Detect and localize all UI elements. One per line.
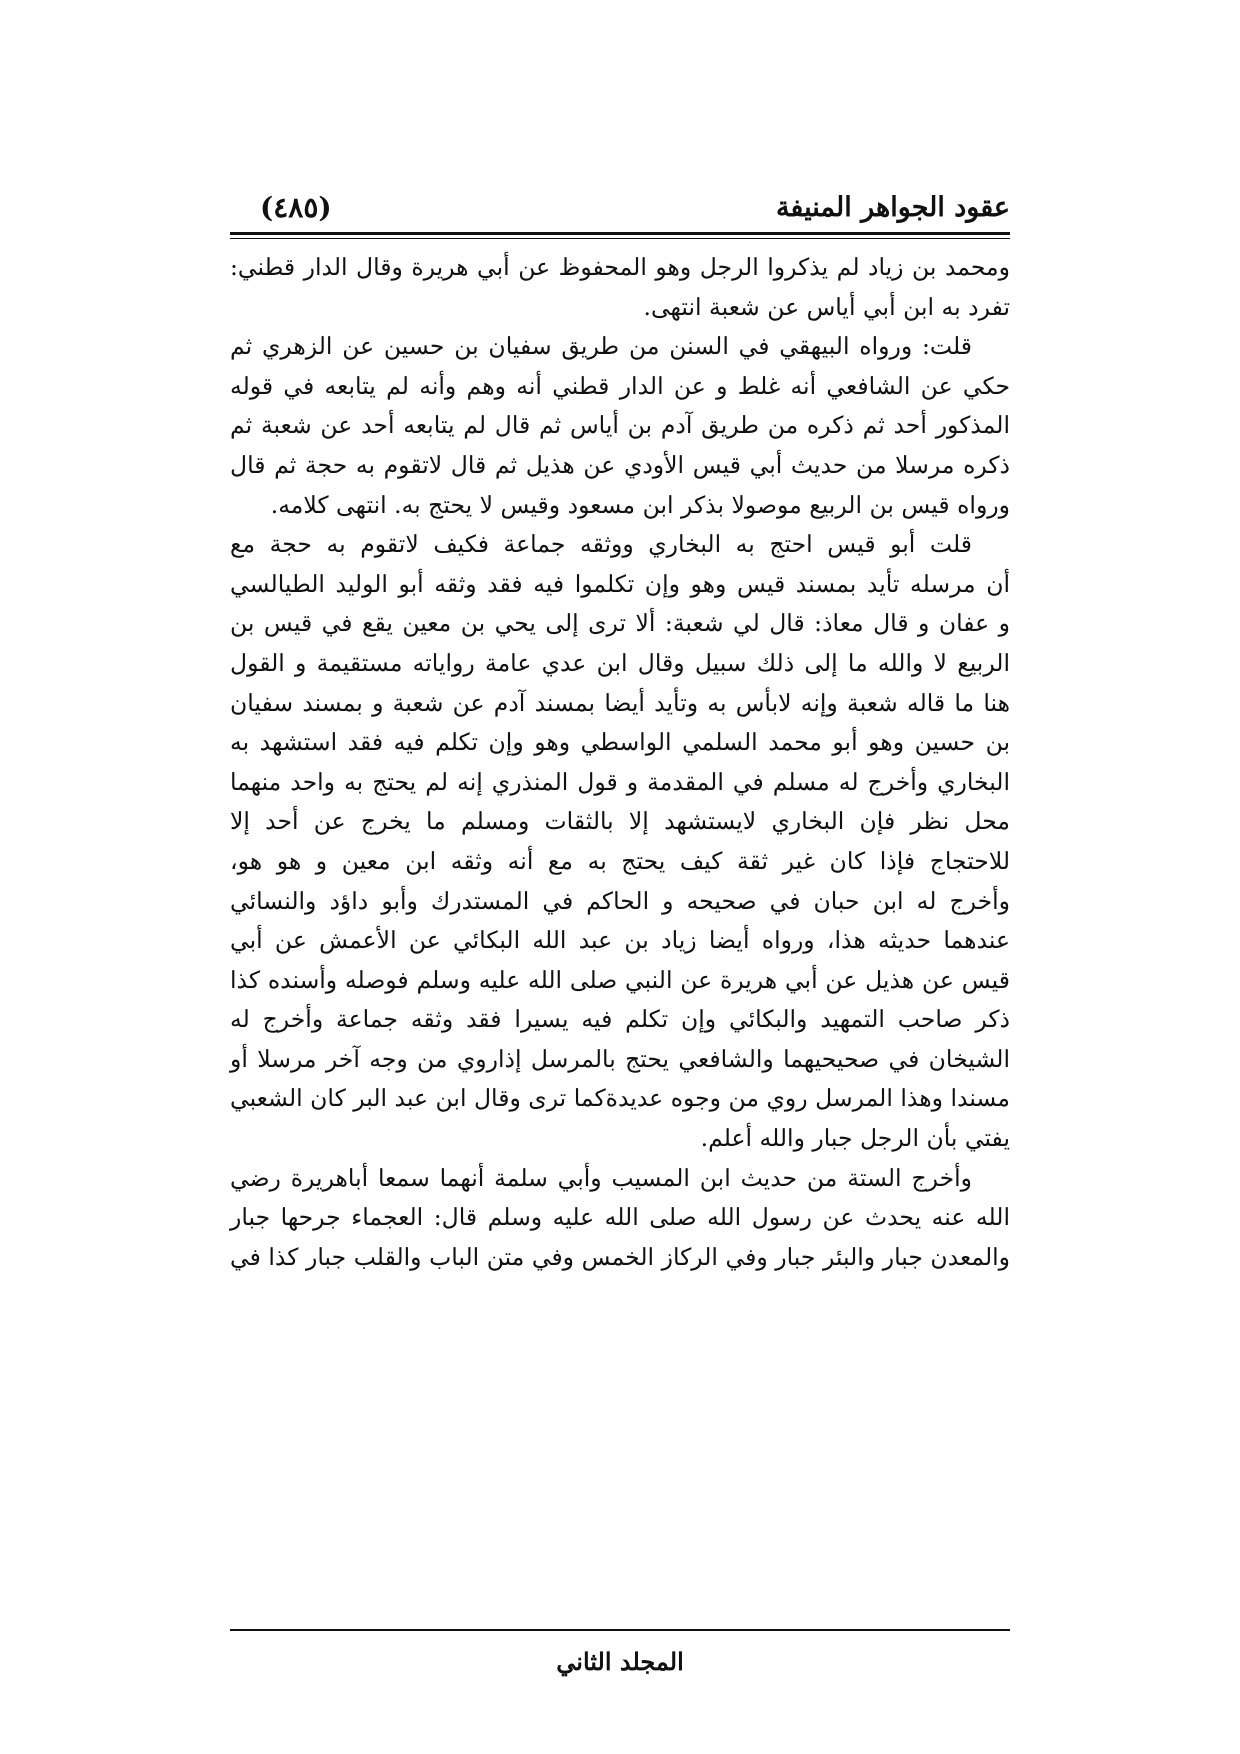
text-line: المذكور أحد ثم ذكره من طريق آدم بن أياس ثم قال لم يتابعه أحد عن شعبة ثم bbox=[230, 411, 1010, 440]
text-line: عندهما حديثه هذا، ورواه أيضا زياد بن عبد الله البكائي عن الأعمش عن أبي bbox=[230, 926, 1010, 955]
text-line: وأخرج الستة من حديث ابن المسيب وأبي سلمة أنهما سمعا أباهريرة رضي bbox=[230, 1163, 972, 1192]
header-rule-thin bbox=[230, 238, 1010, 239]
text-line: الله عنه يحدث عن رسول الله صلى الله عليه وسلم قال: العجماء جرحها جبار bbox=[230, 1203, 1010, 1232]
text-line: محل نظر فإن البخاري لايستشهد إلا بالثقات ومسلم ما يخرج عن أحد إلا bbox=[230, 807, 1010, 836]
text-line: البخاري وأخرج له مسلم في المقدمة و قول المنذري إنه لم يحتج به واحد منهما bbox=[230, 767, 1010, 796]
text-line: ورواه قيس بن الربيع موصولا بذكر ابن مسعود وقيس لا يحتج به. انتهى كلامه. bbox=[270, 490, 1010, 519]
book-title: عقود الجواهر المنيفة bbox=[775, 192, 1010, 223]
text-line: ذكر صاحب التمهيد والبكائي وإن تكلم فيه يسيرا فقد وثقه جماعة وأخرج له bbox=[230, 1005, 1010, 1034]
text-line: قلت: ورواه البيهقي في السنن من طريق سفيان بن حسين عن الزهري ثم bbox=[230, 332, 972, 361]
volume-label: المجلد الثاني bbox=[556, 1647, 684, 1676]
text-line: الشيخان في صحيحيهما والشافعي يحتج بالمرسل إذاروي من وجه آخر مرسلا أو bbox=[230, 1044, 1010, 1073]
text-line: قيس عن هذيل عن أبي هريرة عن النبي صلى الله عليه وسلم فوصله وأسنده كذا bbox=[230, 965, 1010, 994]
text-line: قلت أبو قيس احتج به البخاري ووثقه جماعة فكيف لاتقوم به حجة مع bbox=[230, 530, 972, 559]
text-line: وأخرج له ابن حبان في صحيحه و الحاكم في المستدرك وأبو داؤد والنسائي bbox=[230, 886, 1010, 915]
text-line: بن حسين وهو أبو محمد السلمي الواسطي وهو وإن تكلم فيه فقد استشهد به bbox=[230, 728, 1010, 757]
body-text bbox=[230, 248, 1010, 1277]
text-line: يفتي بأن الرجل جبار والله أعلم. bbox=[700, 1124, 1010, 1153]
text-line: ومحمد بن زياد لم يذكروا الرجل وهو المحفوظ عن أبي هريرة وقال الدار قطني: bbox=[230, 253, 1010, 281]
text-line: حكي عن الشافعي أنه غلط و عن الدار قطني أنه وهم وأنه لم يتابعه في قوله bbox=[230, 371, 1010, 400]
text-line: هنا ما قاله شعبة وإنه لابأس به وتأيد أيضا بمسند آدم عن شعبة و بمسند سفيان bbox=[230, 688, 1010, 717]
text-line: تفرد به ابن أبي أياس عن شعبة انتهى. bbox=[643, 292, 1010, 321]
text-line: ذكره مرسلا من حديث أبي قيس الأودي عن هذيل ثم قال لاتقوم به حجة ثم قال bbox=[230, 450, 1010, 479]
text-line: مسندا وهذا المرسل روي من وجوه عديدةكما ترى وقال ابن عبد البر كان الشعبي bbox=[230, 1084, 1010, 1113]
text-line: والمعدن جبار والبئر جبار وفي الركاز الخمس وفي متن الباب والقلب جبار كذا في bbox=[230, 1242, 1010, 1271]
page-number: (٤٨٥) bbox=[260, 191, 332, 224]
text-line: و عفان و قال معاذ: قال لي شعبة: ألا ترى إلى يحي بن معين يقع في قيس بن bbox=[230, 609, 1010, 638]
text-line: أن مرسله تأيد بمسند قيس وهو وإن تكلموا فيه فقد وثقه أبو الوليد الطيالسي bbox=[230, 569, 1010, 598]
text-line: الربيع لا والله ما إلى ذلك سبيل وقال ابن عدي عامة رواياته مستقيمة و القول bbox=[230, 648, 1010, 677]
header-rule-thick bbox=[230, 232, 1010, 235]
text-line: للاحتجاج فإذا كان غير ثقة كيف يحتج به مع أنه وثقه ابن معين و هو هو، bbox=[230, 846, 1010, 875]
footer-rule bbox=[230, 1629, 1010, 1631]
page-header bbox=[230, 188, 1010, 228]
